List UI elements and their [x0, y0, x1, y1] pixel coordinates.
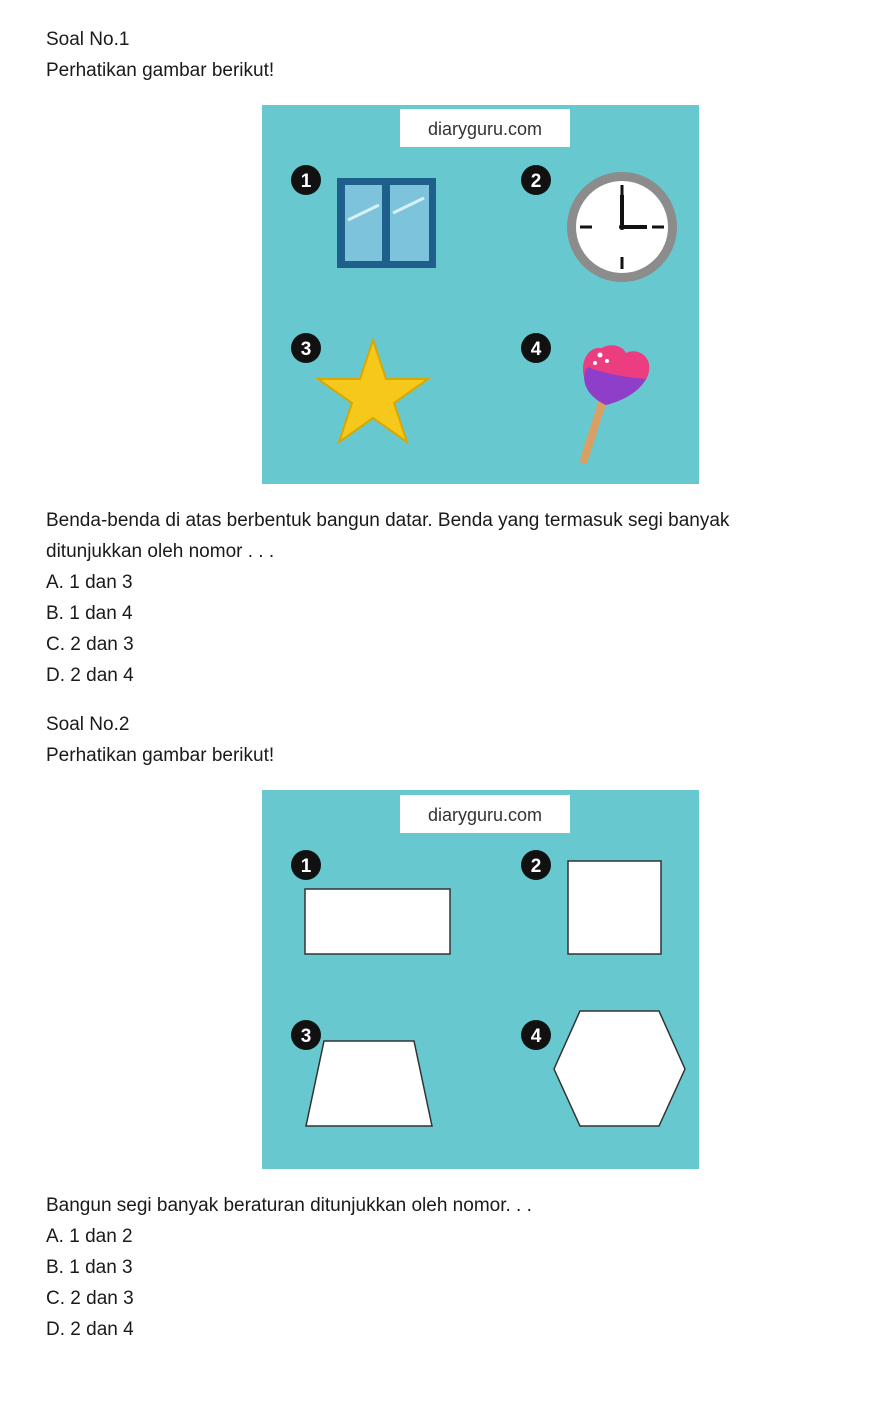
question-1-body	[46, 505, 846, 691]
question-number: Soal No.1	[46, 29, 130, 50]
badge-4-label: 4	[530, 1026, 542, 1047]
option-a[interactable]: A. 1 dan 2	[46, 1226, 133, 1247]
watermark-text: diaryguru.com	[427, 119, 543, 139]
instruction: Perhatikan gambar berikut!	[46, 60, 275, 81]
badge-3-label: 3	[300, 1026, 312, 1047]
question-2-header	[46, 709, 846, 771]
badge-1-label: 1	[300, 171, 312, 192]
option-c[interactable]: C. 2 dan 3	[46, 1288, 134, 1309]
rectangle-shape	[305, 889, 450, 954]
option-b[interactable]: B. 1 dan 4	[46, 603, 133, 624]
badge-1-label: 1	[300, 856, 312, 877]
badge-3-label: 3	[300, 339, 312, 360]
badge-4-label: 4	[530, 339, 542, 360]
figure-canvas	[262, 790, 699, 1169]
question-text: Bangun segi banyak beraturan ditunjukkan oleh nomor. . .	[46, 1195, 532, 1216]
question-1-figure	[262, 105, 699, 484]
option-b[interactable]: B. 1 dan 3	[46, 1257, 133, 1278]
figure-canvas	[262, 105, 699, 484]
question-2-body	[46, 1190, 846, 1345]
question-text-cont: ditunjukkan oleh nomor . . .	[46, 541, 275, 562]
window-icon	[337, 178, 436, 268]
question-2-figure	[262, 790, 699, 1169]
question-1-header	[46, 24, 846, 86]
option-c[interactable]: C. 2 dan 3	[46, 634, 134, 655]
figure-background	[262, 105, 699, 484]
watermark-text: diaryguru.com	[427, 805, 543, 825]
option-d[interactable]: D. 2 dan 4	[46, 665, 134, 686]
question-number: Soal No.2	[46, 714, 130, 735]
question-text: Benda-benda di atas berbentuk bangun datar. Benda yang termasuk segi banyak	[46, 510, 730, 531]
instruction: Perhatikan gambar berikut!	[46, 745, 275, 766]
square-shape	[568, 861, 661, 954]
clock-icon	[567, 172, 677, 282]
option-d[interactable]: D. 2 dan 4	[46, 1319, 134, 1340]
badge-2-label: 2	[530, 856, 542, 877]
trapezoid-shape	[306, 1041, 432, 1126]
badge-2-label: 2	[530, 171, 542, 192]
hexagon-shape	[554, 1011, 685, 1126]
option-a[interactable]: A. 1 dan 3	[46, 572, 133, 593]
